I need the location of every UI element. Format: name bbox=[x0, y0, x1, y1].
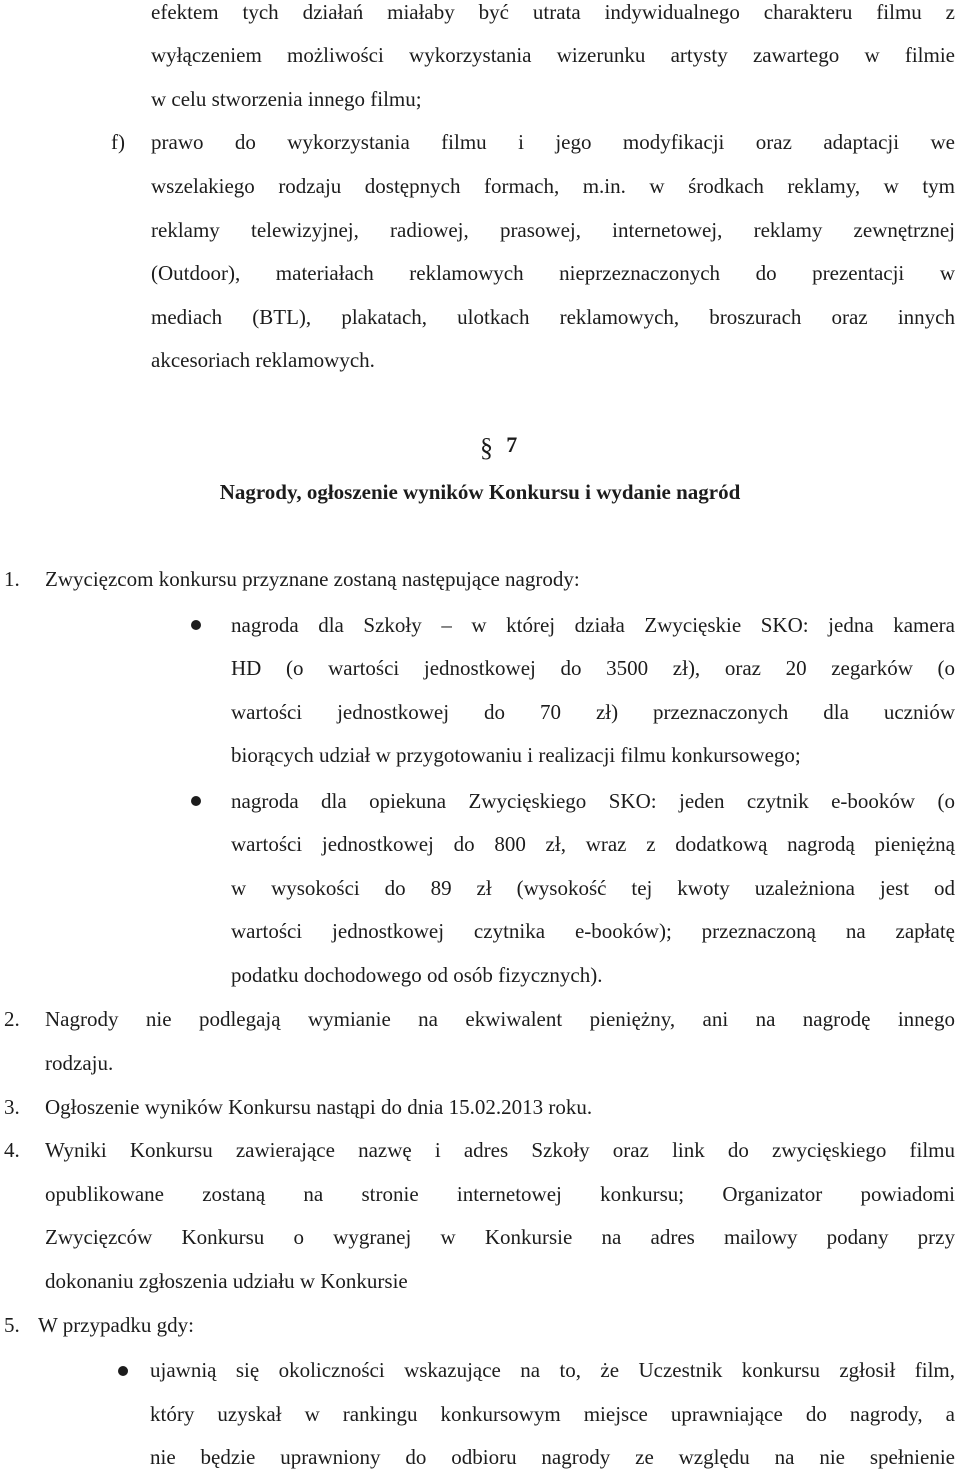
section-heading bbox=[480, 433, 517, 464]
item-2-marker: 2. bbox=[4, 1007, 20, 1031]
prize-tutor-line-3: w wysokości do 89 zł (wysokość tej kwoty uzależniona jest od bbox=[231, 876, 955, 900]
case-line-3: nie będzie uprawniony do odbioru nagrody ze względu na nie spełnienie bbox=[150, 1445, 955, 1469]
item-f-line-1: prawo do wykorzystania filmu i jego modyfikacji oraz adaptacji we bbox=[151, 130, 955, 154]
prize-school-line-2: HD (o wartości jednostkowej do 3500 zł), oraz 20 zegarków (o bbox=[231, 656, 955, 680]
prize-tutor-line-4: wartości jednostkowej czytnika e-booków); przeznaczoną na zapłatę bbox=[231, 919, 955, 943]
case-line-1: ujawnią się okoliczności wskazujące na to, że Uczestnik konkursu zgłosił film, bbox=[150, 1358, 955, 1382]
item-e-line-1: efektem tych działań miałaby być utrata indywidualnego charakteru filmu z bbox=[151, 0, 955, 24]
section-title: Nagrody, ogłoszenie wyników Konkursu i wydanie nagród bbox=[219, 480, 741, 504]
item-f-line-5: mediach (BTL), plakatach, ulotkach reklamowych, broszurach oraz innych bbox=[151, 305, 955, 329]
item-3-text: Ogłoszenie wyników Konkursu nastąpi do dnia 15.02.2013 roku. bbox=[45, 1095, 593, 1119]
bullet-icon bbox=[191, 620, 201, 630]
bullet-icon bbox=[191, 796, 201, 806]
item-5-text: W przypadku gdy: bbox=[38, 1313, 194, 1337]
prize-tutor-line-2: wartości jednostkowej do 800 zł, wraz z dodatkową nagrodą pieniężną bbox=[231, 832, 955, 856]
item-4-marker: 4. bbox=[4, 1138, 20, 1162]
case-line-2: który uzyskał w rankingu konkursowym miejsce uprawniające do nagrody, a bbox=[150, 1402, 955, 1426]
prize-tutor-line-1: nagroda dla opiekuna Zwycięskiego SKO: jeden czytnik e-booków (o bbox=[231, 789, 955, 813]
item-4-line-4: dokonaniu zgłoszenia udziału w Konkursie bbox=[45, 1269, 408, 1293]
paragraph-symbol: § bbox=[480, 433, 493, 462]
item-4-line-1: Wyniki Konkursu zawierające nazwę i adres Szkoły oraz link do zwycięskiego filmu bbox=[45, 1138, 955, 1162]
item-f-line-4: (Outdoor), materiałach reklamowych nieprzeznaczonych do prezentacji w bbox=[151, 261, 955, 285]
prize-school-line-1: nagroda dla Szkoły – w której działa Zwycięskie SKO: jedna kamera bbox=[231, 613, 955, 637]
item-e-line-2: wyłączeniem możliwości wykorzystania wizerunku artysty zawartego w filmie bbox=[151, 43, 955, 67]
item-3-marker: 3. bbox=[4, 1095, 20, 1119]
item-f-line-2: wszelakiego rodzaju dostępnych formach, m.in. w środkach reklamy, w tym bbox=[151, 174, 955, 198]
bullet-icon bbox=[118, 1366, 128, 1376]
item-f-line-6: akcesoriach reklamowych. bbox=[151, 348, 375, 372]
prize-school-line-3: wartości jednostkowej do 70 zł) przeznaczonych dla uczniów bbox=[231, 700, 955, 724]
section-number: 7 bbox=[506, 432, 518, 457]
prize-school-line-4: biorących udział w przygotowaniu i realizacji filmu konkursowego; bbox=[231, 743, 801, 767]
item-f-marker: f) bbox=[111, 130, 125, 154]
item-4-line-2: opublikowane zostaną na stronie internetowej konkursu; Organizator powiadomi bbox=[45, 1182, 955, 1206]
item-4-line-3: Zwycięzców Konkursu o wygranej w Konkursie na adres mailowy podany przy bbox=[45, 1225, 955, 1249]
item-f-line-3: reklamy telewizyjnej, radiowej, prasowej, internetowej, reklamy zewnętrznej bbox=[151, 218, 955, 242]
item-1-marker: 1. bbox=[4, 567, 20, 591]
prize-tutor-line-5: podatku dochodowego od osób fizycznych). bbox=[231, 963, 603, 987]
item-2-line-1: Nagrody nie podlegają wymianie na ekwiwalent pieniężny, ani na nagrodę innego bbox=[45, 1007, 955, 1031]
item-1-text: Zwycięzcom konkursu przyznane zostaną następujące nagrody: bbox=[45, 567, 580, 591]
item-2-line-2: rodzaju. bbox=[45, 1051, 114, 1075]
item-5-marker: 5. bbox=[4, 1313, 20, 1337]
item-e-line-3: w celu stworzenia innego filmu; bbox=[151, 87, 422, 111]
